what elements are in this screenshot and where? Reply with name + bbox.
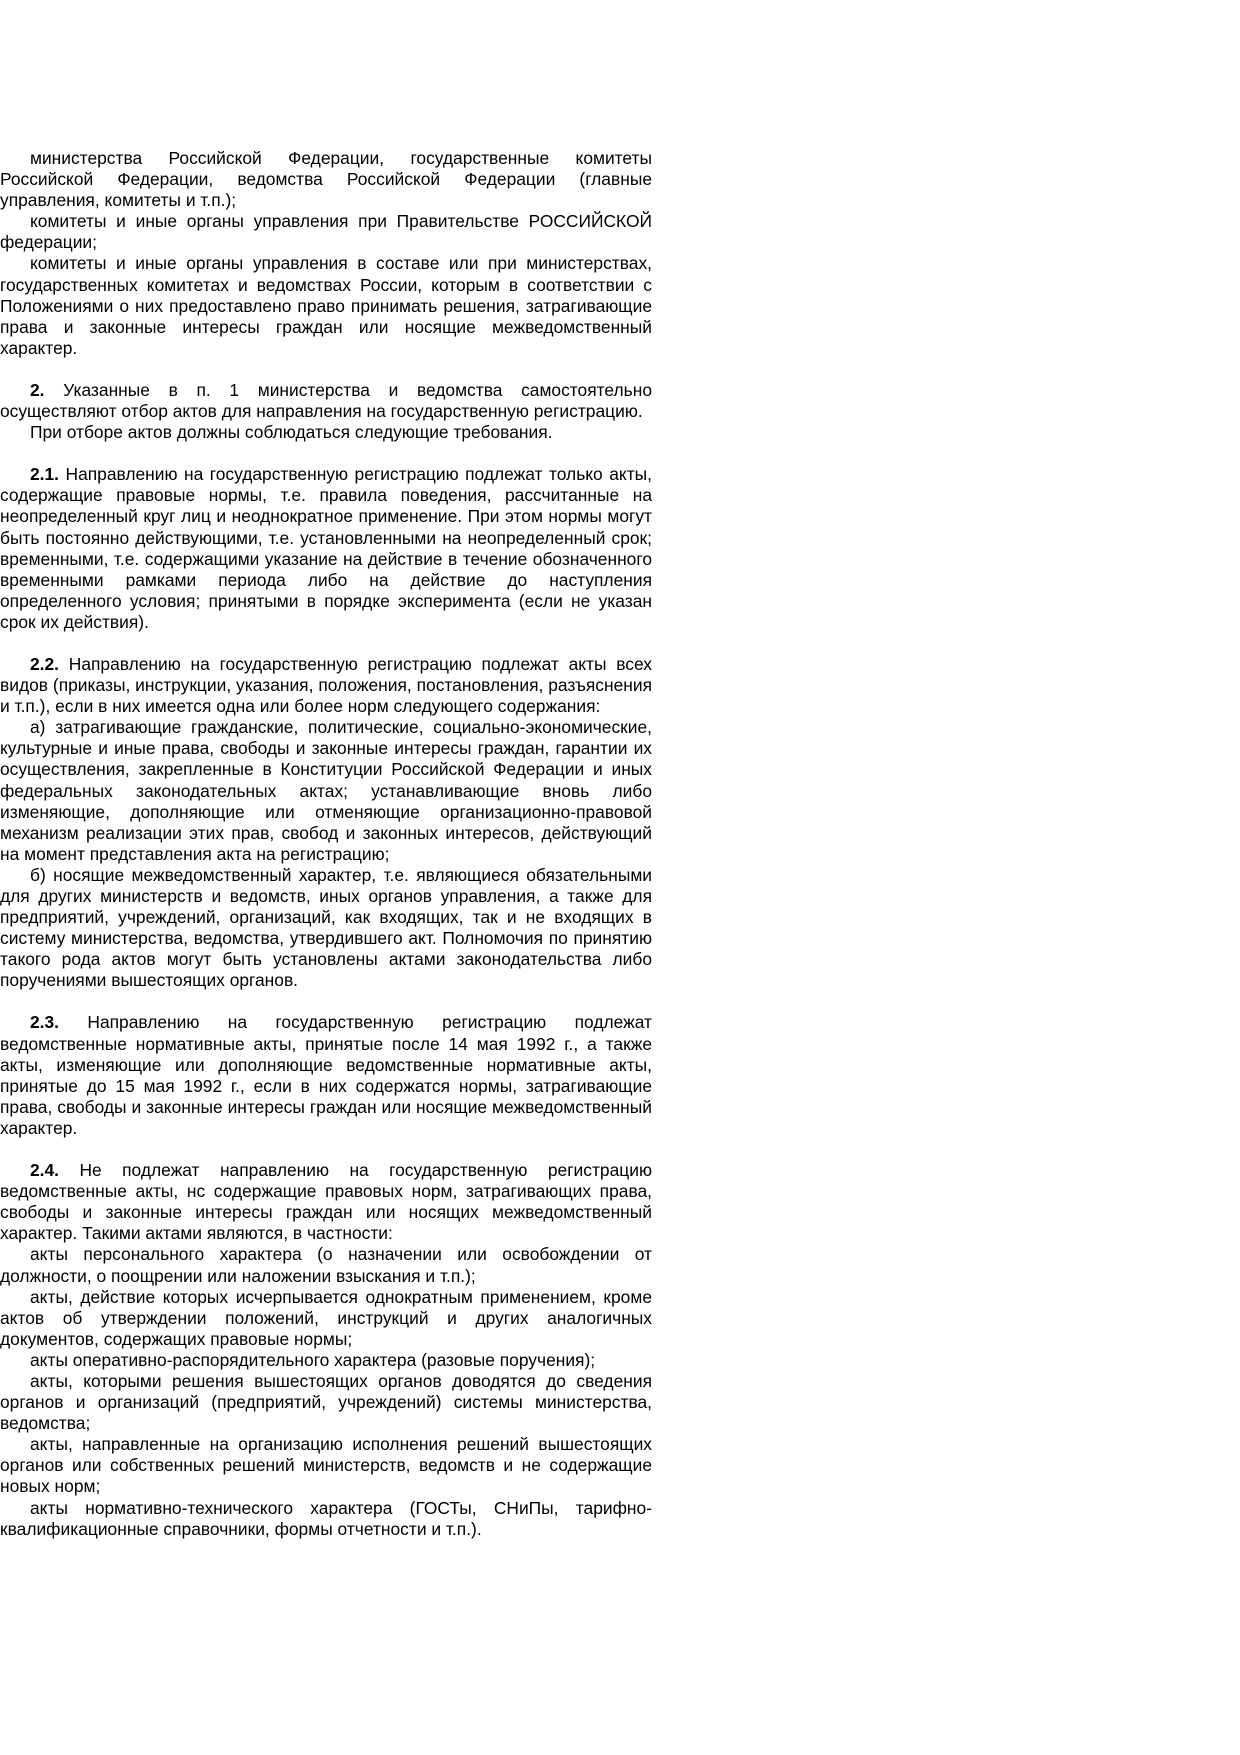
list-item-a: [0, 717, 652, 865]
paragraph-text: министерства Российской Федерации, государственные комитеты Российской Федерации, ведомства Российской Федерации (главные управления, комитеты и т.п.);: [0, 148, 652, 211]
paragraph-text: Направлению на государственную регистрацию подлежат ведомственные нормативные акты, принятые после 14 мая 1992 г., а также акты, изменяющие или дополняющие ведомственные нормативные акты, принятые до 15 мая 1992 г., если в них содержатся нормы, затрагивающие права, свободы и законные интересы граждан или носящие межведомственный характер.: [0, 1012, 652, 1138]
paragraph-text: При отборе актов должны соблюдаться следующие требования.: [30, 422, 553, 443]
section-2-1-paragraph: [0, 464, 652, 633]
document-page: [0, 148, 652, 1540]
paragraph: [0, 422, 652, 443]
section-number: 2.1.: [30, 464, 60, 485]
paragraph-text: комитеты и иные органы управления в составе или при министерствах, государственных комитетах и ведомствах России, которым в соответствии с Положениями о них предоставлено право принимать решения, затрагивающие права и законные интересы граждан или носящие межведомственный характер.: [0, 253, 652, 358]
list-item-b: [0, 865, 652, 992]
list-item: [0, 1434, 652, 1497]
paragraph-spacer: [0, 1139, 652, 1160]
section-number: 2.: [30, 379, 45, 400]
paragraph: [0, 148, 652, 211]
paragraph-text: акты, действие которых исчерпывается однократным применением, кроме актов об утверждении положений, инструкций и других аналогичных документов, содержащих правовые нормы;: [0, 1286, 652, 1349]
list-item: [0, 1287, 652, 1350]
list-item: [0, 1350, 652, 1371]
paragraph-text: а) затрагивающие гражданские, политические, социально-экономические, культурные и иные права, свободы и законные интересы граждан, гарантии их осуществления, закрепленные в Конституции Российской Федерации и иных федеральных законодательных актах; устанавливающие вновь либо изменяющие, дополняющие или отменяющие организационно-правовой механизм реализации этих прав, свобод и законных интересов, действующий на момент представления акта на регистрацию;: [0, 717, 652, 864]
paragraph-spacer: [0, 633, 652, 654]
paragraph-text: б) носящие межведомственный характер, т.е. являющиеся обязательными для других министерств и ведомств, иных органов управления, а также для предприятий, учреждений, организаций, как входящих, так и не входящих в систему министерства, ведомства, утвердившего акт. Полномочия по принятию такого рода актов могут быть установлены актами законодательства либо поручениями вышестоящих органов.: [0, 864, 652, 991]
list-item: [0, 1244, 652, 1286]
paragraph-text: акты, направленные на организацию исполнения решений вышестоящих органов или собственных решений министерств, ведомств и не содержащие новых норм;: [0, 1434, 652, 1497]
section-number: 2.3.: [30, 1012, 60, 1033]
paragraph-text: акты нормативно-технического характера (ГОСТы, СНиПы, тарифно-квалификационные справочники, формы отчетности и т.п.).: [0, 1497, 652, 1539]
paragraph-text: комитеты и иные органы управления при Правительстве РОССИЙСКОЙ федерации;: [0, 211, 652, 253]
paragraph-text: акты оперативно-распорядительного характера (разовые поручения);: [30, 1349, 596, 1370]
list-item: [0, 1498, 652, 1540]
paragraph-text: Указанные в п. 1 министерства и ведомства самостоятельно осуществляют отбор актов для направления на государственную регистрацию.: [0, 379, 652, 422]
paragraph: [0, 253, 652, 358]
section-number: 2.4.: [30, 1160, 60, 1181]
paragraph: [0, 211, 652, 253]
paragraph-text: Направлению на государственную регистрацию подлежат акты всех видов (приказы, инструкции, указания, положения, постановления, разъяснения и т.п.), если в них имеется одна или более норм следующего содержания:: [0, 653, 652, 717]
paragraph-spacer: [0, 443, 652, 464]
section-2-4-paragraph: [0, 1160, 652, 1244]
paragraph-text: Не подлежат направлению на государственную регистрацию ведомственные акты, нс содержащие правовых норм, затрагивающих права, свободы и законные интересы граждан или носящих межведомственный характер. Такими актами являются, в частности:: [0, 1160, 652, 1244]
paragraph-text: Направлению на государственную регистрацию подлежат только акты, содержащие правовые нормы, т.е. правила поведения, рассчитанные на неопределенный круг лиц и неоднократное применение. При этом нормы могут быть постоянно действующими, т.е. установленными на неопределенный срок; временными, т.е. содержащими указание на действие в течение обозначенного временными рамками периода либо на действие до наступления определенного условия; принятыми в порядке эксперимента (если не указан срок их действия).: [0, 464, 652, 632]
paragraph-text: акты, которыми решения вышестоящих органов доводятся до сведения органов и организаций (предприятий, учреждений) системы министерства, ведомства;: [0, 1370, 652, 1434]
paragraph-spacer: [0, 991, 652, 1012]
section-number: 2.2.: [30, 653, 60, 674]
paragraph-text: акты персонального характера (о назначении или освобождении от должности, о поощрении или наложении взыскания и т.п.);: [0, 1244, 652, 1286]
paragraph-spacer: [0, 359, 652, 380]
list-item: [0, 1371, 652, 1434]
section-2-2-paragraph: [0, 654, 652, 717]
section-2-3-paragraph: [0, 1012, 652, 1139]
section-2-paragraph: [0, 380, 652, 422]
